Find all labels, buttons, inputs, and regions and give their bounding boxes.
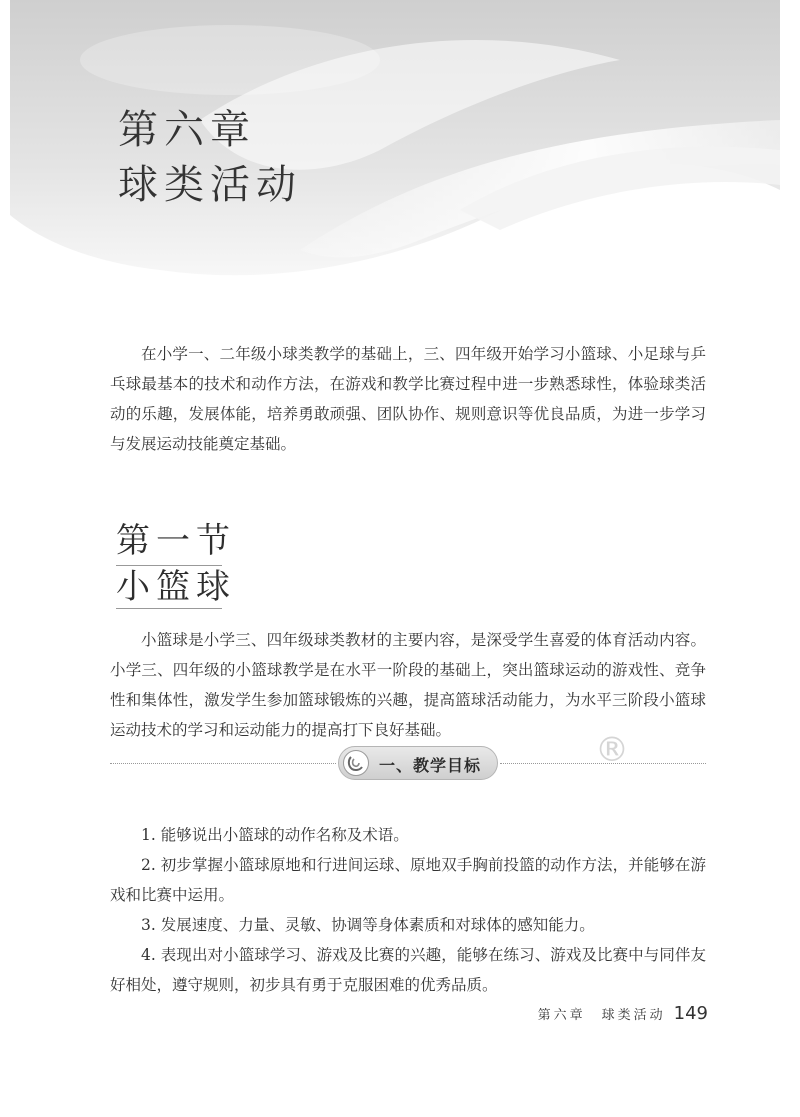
chapter-number: 第六章 <box>118 107 256 153</box>
swirl-icon <box>343 750 369 776</box>
section-heading <box>116 518 236 610</box>
section-title: 小篮球 <box>116 567 236 607</box>
section-divider <box>116 565 222 566</box>
chapter-intro-paragraph: 在小学一、二年级小球类教学的基础上，三、四年级开始学习小篮球、小足球与乒乓球最基本的技术和动作方法，在游戏和教学比赛过程中进一步熟悉球性，体验球类活动的乐趣，发展体能，培养勇敢顽强、团队协作、规则意识等优良品质，为进一步学习与发展运动技能奠定基础。 <box>110 345 706 453</box>
subsection-title: 一、教学目标 <box>379 756 482 775</box>
goal-item: 3. 发展速度、力量、灵敏、协调等身体素质和对球体的感知能力。 <box>141 916 595 934</box>
goals-list <box>110 820 706 1000</box>
footer-chapter-label: 第六章 球类活动 <box>537 1008 666 1023</box>
chapter-title: 球类活动 <box>118 162 302 208</box>
page-number: 149 <box>673 1003 708 1024</box>
section-divider <box>116 608 222 609</box>
watermark-registered-mark: ® <box>595 730 629 770</box>
dotted-rule-left <box>110 763 336 764</box>
subsection-badge <box>338 746 498 780</box>
page-footer <box>538 1003 708 1024</box>
section-number: 第一节 <box>116 521 236 561</box>
goal-item: 4. 表现出对小篮球学习、游戏及比赛的兴趣，能够在练习、游戏及比赛中与同伴友好相处，遵守规则，初步具有勇于克服困难的优秀品质。 <box>110 946 706 994</box>
section-body-paragraph: 小篮球是小学三、四年级球类教材的主要内容，是深受学生喜爱的体育活动内容。小学三、四年级的小篮球教学是在水平一阶段的基础上，突出篮球运动的游戏性、竞争性和集体性，激发学生参加篮球锻炼的兴趣，提高篮球活动能力，为水平三阶段小篮球运动技术的学习和运动能力的提高打下良好基础。 <box>110 631 706 739</box>
goal-item: 1. 能够说出小篮球的动作名称及术语。 <box>141 826 409 844</box>
goal-item: 2. 初步掌握小篮球原地和行进间运球、原地双手胸前投篮的动作方法，并能够在游戏和比赛中运用。 <box>110 856 706 904</box>
